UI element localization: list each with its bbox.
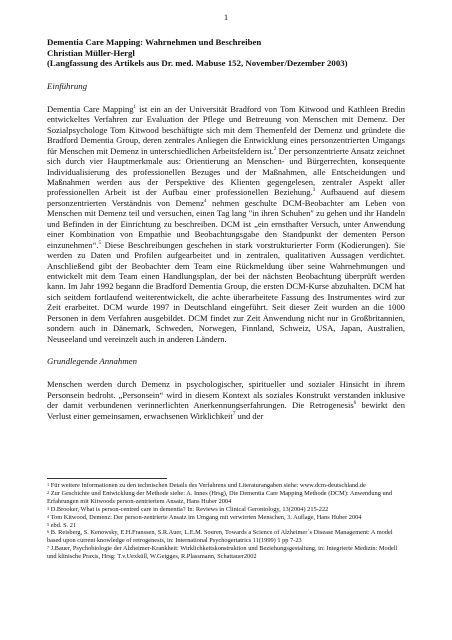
title-line: (Langfassung des Artikels aus Dr. med. Mabuse 152, November/Dezember 2003) [47, 58, 348, 69]
footnote-text: Zur Geschichte und Entwicklung der Methode siehe: A. Innes (Hrsg), Die Dementia Care Mapping Methode (DCM): Anwendung und Erfahrungen mit Kitwoods person-zentriertem Ansatz, Hans Huber 2004 [47, 489, 392, 505]
section-heading: Grundlegende Annahmen [47, 356, 137, 367]
text-run: nehmen geschulte DCM-Beobachter am Leben von Menschen mit Demenz teil und versuchen, einen Tag lang "in ihren Schuhen" zu gehen und ihr Handeln und Befinden in der Einrichtung zu beschreiben. DCM ist „ein ernsthafter Versuch, unter Anwendung einer Kombination von Empathie und Beobachtungsgabe den Standpunkt der dementen Person einzunehmen“. [47, 197, 405, 250]
footnotes [47, 482, 405, 561]
footnote [47, 529, 405, 545]
text-run: ist ein an der Universität Bradford von Tom Kitwood und Kathleen Bredin entwickeltes Verfahren zur Evaluation der Pflege und Betreuung von Menschen mit Demenz. Der Sozialpsychologe Tom Kitwood beschäftigte sich mit dem Themenfeld der Demenz und gründete die Bradford Dementia Group, deren zentrales Anliegen die Entwicklung eines personzentrierten Umgangs für Menschen mit Demenz in unterschiedlichen Arbeitsfeldern ist. [47, 103, 405, 156]
footnote-ref: 3 [312, 188, 316, 194]
text-run: Der personzentrierte Ansatz zeichnet sich durch vier Hauptmerkmale aus: Orientierung an Menschen- und Bürgerrechten, konsequente Individualisierung des professionellen Bezuges und der Maßnahmen, alle Entscheidungen und Maßnahmen werden aus der Perspektive des Klienten gegengelesen, zentraler Aspekt aller professionellen Arbeit ist der Aufbau einer professionellen Beziehung. [47, 145, 406, 198]
footnote-text: B. Reisberg, S. Kenowsky, E.H.Franssen, S.R.Auer, L.E.M. Souren, Towards a Science of Alzheimer´s Disease Management: A model based upon current knowledge of retrogenesis, in: International Psychogeriatrics 11(1999) 1 pp 7-23 [47, 529, 393, 545]
text-run: Menschen werden durch Demenz in psychologischer, spiritueller und sozialer Hinsicht in ihrem Personsein bedroht. „Personsein“ wird in diesem Kontext als soziales Konstrukt verstanden inklusive der damit verbundenen verinnerlichten Anerkennungserfahrungen. Die Retrogenesis [47, 379, 405, 411]
document-body [47, 37, 405, 421]
footnote-ref: 7 [232, 411, 236, 417]
text-run: Diese Beschreibungen geschehen in stark vorstrukturierter Form (Kodierungen). Sie werden zu Daten und Profilen aufgearbeitet und in zentralen, qualitativen Aussagen verdichtet. Anschließend gibt der Beobachter dem Team eine Rückmeldung über seine Wahrnehmungen und entwickelt mit dem Team einen Handlungsplan, der bei der nächsten Beobachtung überprüft werden kann. Im Jahr 1992 begann die Bradford Dementia Group, die ersten DCM-Kurse abzuhalten. DCM hat sich seitdem fortlaufend weiterentwickelt, die achte überarbeitete Fassung des Instrumentes wird zur Zeit erarbeitet. DCM wurde 1997 in Deutschland eingeführt. Seit dieser Zeit wurden an die 1000 Personen in dem Verfahren ausgebildet. DCM findet zur Zeit Anwendung nicht nur in Großbritannien, sondern auch in Dänemark, Schweden, Norwegen, Finnland, Schweiz, USA, Japan, Australien, Neuseeland und vereinzelt auch in anderen Ländern. [47, 239, 405, 344]
footnote-text: J.Bauer, Psychobiologie der Alzheimer-Krankheit: Wirklichkeitskonstruktion und Beziehungsgestaltung, in: Integrierte Medizin: Modell und klinische Praxis, Hrsg: T.v.Uexküll, W.Geigges, R.Plassmann, Schattauer2002 [47, 545, 398, 561]
footnote-ref: 4 [204, 198, 207, 204]
footnote-ref: 2 [273, 146, 277, 152]
footnote-number: 7 [47, 545, 50, 551]
footnote-number: 6 [47, 529, 50, 535]
document-title [47, 37, 405, 69]
body-paragraph [47, 104, 405, 344]
footnote [47, 522, 405, 530]
footnote-number: 5 [47, 521, 50, 527]
text-run: Dementia Care Mapping [47, 103, 134, 114]
title-line: Christian Müller-Hergl [47, 47, 135, 58]
body-paragraph [47, 379, 405, 421]
footnote-text: ebd. S. 21 [49, 521, 77, 529]
footnote [47, 482, 405, 490]
footnote-number: 1 [47, 482, 50, 487]
footnote-text: Für weitere Informationen zu den technischen Details des Verfahrens und Literaturangaben siehe: www.dcm-deutschland.de [49, 482, 366, 489]
section-heading: Einführung [47, 80, 88, 91]
footnote [47, 506, 405, 514]
text-run: und der [235, 410, 264, 421]
title-line: Dementia Care Mapping: Wahrnehmen und Beschreiben [47, 37, 262, 47]
footnote [47, 545, 405, 561]
footnote-separator [47, 478, 167, 479]
text-run: Aufbauend auf diesem personzentrierten Verständnis von Demenz [47, 187, 405, 208]
footnote-text: Tom Kitwood, Demenz: Der person-zentrierte Ansatz im Umgang mit verwirrten Menschen, 3. Auflage, Hans Huber 2004 [49, 513, 362, 521]
footnote [47, 514, 405, 522]
footnote-number: 2 [47, 489, 50, 495]
sections-container [47, 81, 405, 421]
footnote-ref: 6 [353, 401, 357, 407]
footnote [47, 490, 405, 506]
footnote-text: D.Brooker, What is person-centred care in dementia? In: Reviews in Clinical Gerontology, 13(2004) 215-222 [49, 505, 329, 513]
page-number: 1 [223, 12, 229, 22]
footnote-ref: 1 [133, 104, 136, 110]
text-run: bewirkt den Verlust einer gemeinsamen, erwachsenen Wirklichkeit [47, 400, 405, 421]
footnote-ref: 5 [98, 240, 101, 246]
footnote-number: 4 [47, 513, 50, 519]
footnote-number: 3 [47, 505, 50, 511]
